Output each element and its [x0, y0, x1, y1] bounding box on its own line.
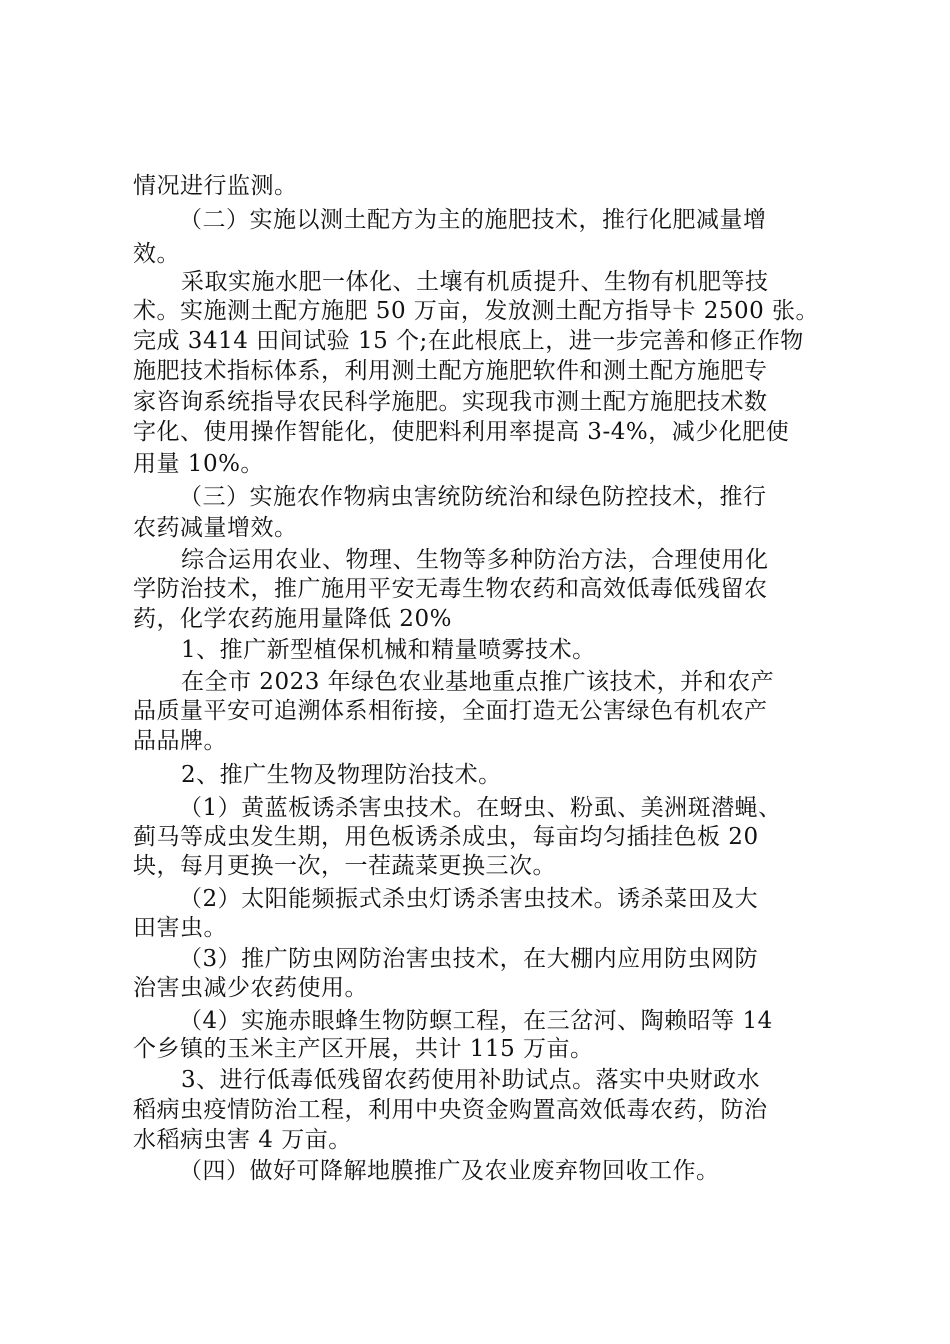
- text-line: 字化、使用操作智能化，使肥料利用率提高 3-4%，减少化肥使: [133, 419, 790, 445]
- section-heading: （四）做好可降解地膜推广及农业废弃物回收工作。: [179, 1158, 720, 1184]
- text-line: 农药减量增效。: [133, 515, 298, 541]
- text-line: 术。实施测土配方施肥 50 万亩，发放测土配方指导卡 2500 张。: [133, 298, 820, 324]
- text-line: 家咨询系统指导农民科学施肥。实现我市测土配方施肥技术数: [133, 389, 768, 415]
- section-heading: （三）实施农作物病虫害统防统治和绿色防控技术，推行: [179, 484, 767, 510]
- section-heading: （二）实施以测土配方为主的施肥技术，推行化肥减量增: [179, 207, 767, 233]
- subsection-heading: 1、推广新型植保机械和精量喷雾技术。: [181, 637, 596, 663]
- text-line: 蓟马等成虫发生期，用色板诱杀成虫，每亩均匀插挂色板 20: [133, 824, 759, 850]
- text-line: 治害虫减少农药使用。: [133, 975, 368, 1001]
- text-line: 完成 3414 田间试验 15 个;在此根底上，进一步完善和修正作物: [133, 328, 804, 354]
- text-line: 用量 10%。: [133, 451, 264, 477]
- text-line: （4）实施赤眼蜂生物防螟工程，在三岔河、陶赖昭等 14: [179, 1008, 773, 1034]
- text-line: 效。: [133, 241, 180, 267]
- text-line: 水稻病虫害 4 万亩。: [133, 1127, 352, 1153]
- text-line: 施肥技术指标体系，利用测土配方施肥软件和测土配方施肥专: [133, 358, 768, 384]
- subsection-heading: 2、推广生物及物理防治技术。: [181, 762, 502, 788]
- text-line: （3）推广防虫网防治害虫技术，在大棚内应用防虫网防: [179, 946, 759, 972]
- text-line: （2）太阳能频振式杀虫灯诱杀害虫技术。诱杀菜田及大: [179, 886, 759, 912]
- text-line: 情况进行监测。: [133, 173, 298, 199]
- text-line: 块，每月更换一次，一茬蔬菜更换三次。: [133, 853, 556, 879]
- text-line: 在全市 2023 年绿色农业基地重点推广该技术，并和农产: [181, 669, 775, 695]
- text-line: 个乡镇的玉米主产区开展，共计 115 万亩。: [133, 1036, 594, 1062]
- text-line: 田害虫。: [133, 915, 227, 941]
- text-line: 品质量平安可追溯体系相衔接，全面打造无公害绿色有机农产: [133, 698, 768, 724]
- text-line: 采取实施水肥一体化、土壤有机质提升、生物有机肥等技: [181, 269, 769, 295]
- subsection-heading: 3、进行低毒低残留农药使用补助试点。落实中央财政水: [181, 1067, 761, 1093]
- text-line: 品品牌。: [133, 728, 227, 754]
- text-line: 综合运用农业、物理、生物等多种防治方法，合理使用化: [181, 547, 769, 573]
- text-line: （1）黄蓝板诱杀害虫技术。在蚜虫、粉虱、美洲斑潜蝇、: [179, 795, 782, 821]
- text-line: 稻病虫疫情防治工程，利用中央资金购置高效低毒农药，防治: [133, 1097, 768, 1123]
- text-line: 学防治技术，推广施用平安无毒生物农药和高效低毒低残留农: [133, 576, 768, 602]
- text-line: 药，化学农药施用量降低 20%: [133, 606, 452, 632]
